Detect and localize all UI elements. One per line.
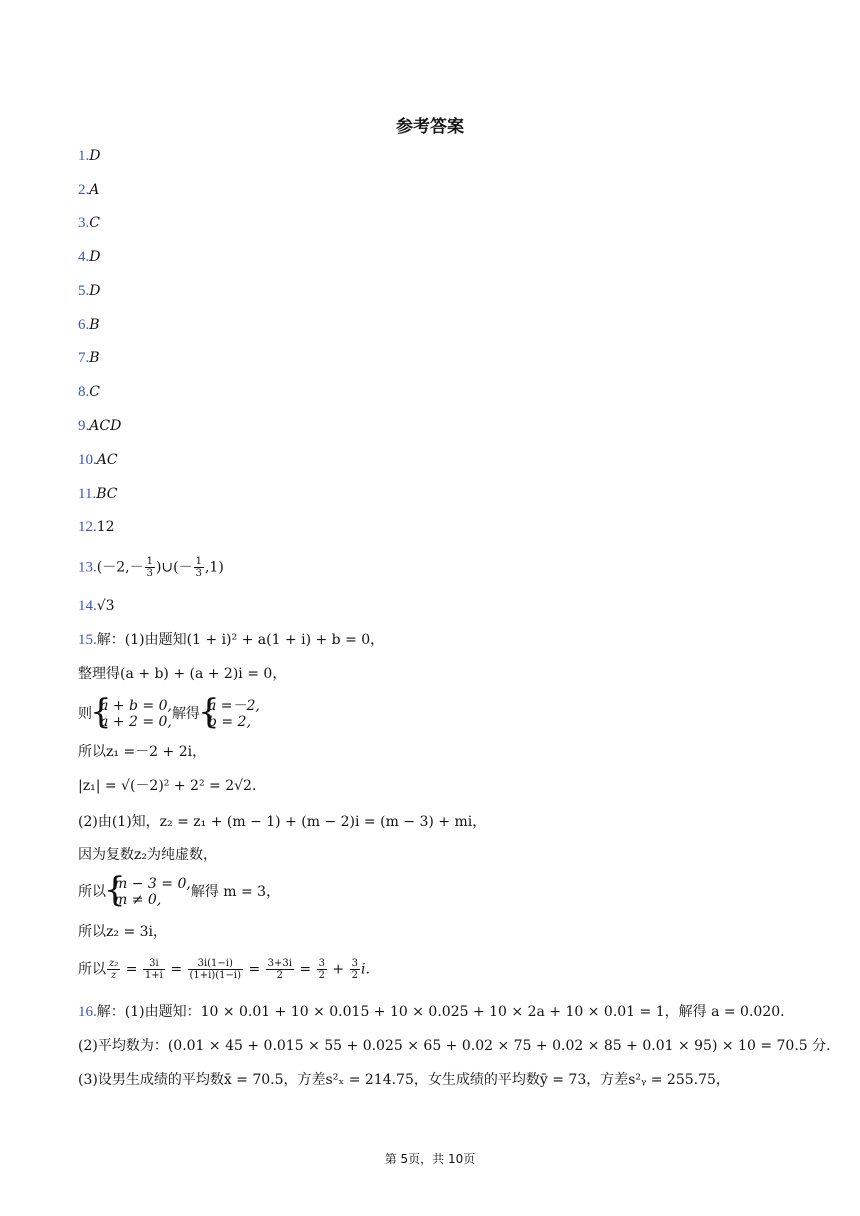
solution-15-system: 所以 { m − 3 = 0, m ≠ 0, 解得 m = 3， xyxy=(78,876,280,908)
fraction: $\frac{1}{3}$ xyxy=(146,556,153,579)
solution-15-system: 则 { a + b = 0, a + 2 = 0, 解得 { a =－2, b = 2, xyxy=(78,698,260,730)
answer-line: 7.B xyxy=(78,350,100,366)
fraction: $\frac{1}{3}$ xyxy=(195,556,202,579)
solution-15-line: 整理得(a + b) + (a + 2)i = 0， xyxy=(78,666,287,682)
answer-line: 1.D xyxy=(78,148,101,164)
answer-line: 8.C xyxy=(78,384,100,400)
answer-line: 11.BC xyxy=(78,486,118,502)
answer-line-13: 13.(－2,－ $\frac{1}{3}$ )∪(－ $\frac{1}{3}$ ,1) xyxy=(78,556,224,579)
solution-16-line: (3)设男生成绩的平均数x̄ = 70.5，方差s²ₓ = 214.75，女生成绩的平均数ȳ = 73，方差s²ᵧ = 255.75， xyxy=(78,1072,730,1088)
solution-16-line: (2)平均数为：(0.01 × 45 + 0.015 × 55 + 0.025 × 65 + 0.02 × 75 + 0.02 × 85 + 0.01 × 95) × 10 = 70.5 分. xyxy=(78,1038,831,1054)
solution-16-line: 16.解：(1)由题知：10 × 0.01 + 10 × 0.015 + 10 × 0.025 + 10 × 2a + 10 × 0.01 = 1，解得 a = 0.020. xyxy=(78,1004,785,1020)
equation-system: { a + b = 0, a + 2 = 0, xyxy=(92,698,172,730)
solution-15-line: 15.解：(1)由题知(1 + i)² + a(1 + i) + b = 0， xyxy=(78,632,385,648)
answer-line: 9.ACD xyxy=(78,418,122,434)
solution-15-fraction-line: 所以 $\frac{\text{z₂}}{z}$ = $\frac{3i}{1+i}$ = $\frac{3i(1-i)}{(1+i)(1-i)}$ = $\frac{3+3i}{2}$ = $\frac{3}{2}$ + $\frac{3}{2}$ i. xyxy=(78,958,370,981)
answer-line: 4.D xyxy=(78,249,101,265)
answer-line: 5.D xyxy=(78,283,101,299)
solution-15-line: 所以z₁ =－2 + 2i， xyxy=(78,744,207,760)
solution-15-line: (2)由(1)知，z₂ = z₁ + (m − 1) + (m − 2)i = (m − 3) + mi， xyxy=(78,814,487,830)
equation-system: { m − 3 = 0, m ≠ 0, xyxy=(106,876,191,908)
equation-system: { a =－2, b = 2, xyxy=(200,698,260,730)
answer-line: 12.12 xyxy=(78,519,115,535)
solution-15-line: 所以z₂ = 3i， xyxy=(78,924,168,940)
answer-line-14: 14.√3 xyxy=(78,598,115,614)
answer-line: 2.A xyxy=(78,182,100,198)
page-title: 参考答案 xyxy=(396,117,464,137)
answer-line: 6.B xyxy=(78,317,100,333)
answer-line: 10.AC xyxy=(78,452,118,468)
solution-15-line: |z₁| = √(－2)² + 2² = 2√2. xyxy=(78,778,257,794)
page-footer: 第 5页，共 10页 xyxy=(384,1152,476,1166)
solution-15-line: 因为复数z₂为纯虚数， xyxy=(78,847,217,863)
answer-line: 3.C xyxy=(78,215,100,231)
